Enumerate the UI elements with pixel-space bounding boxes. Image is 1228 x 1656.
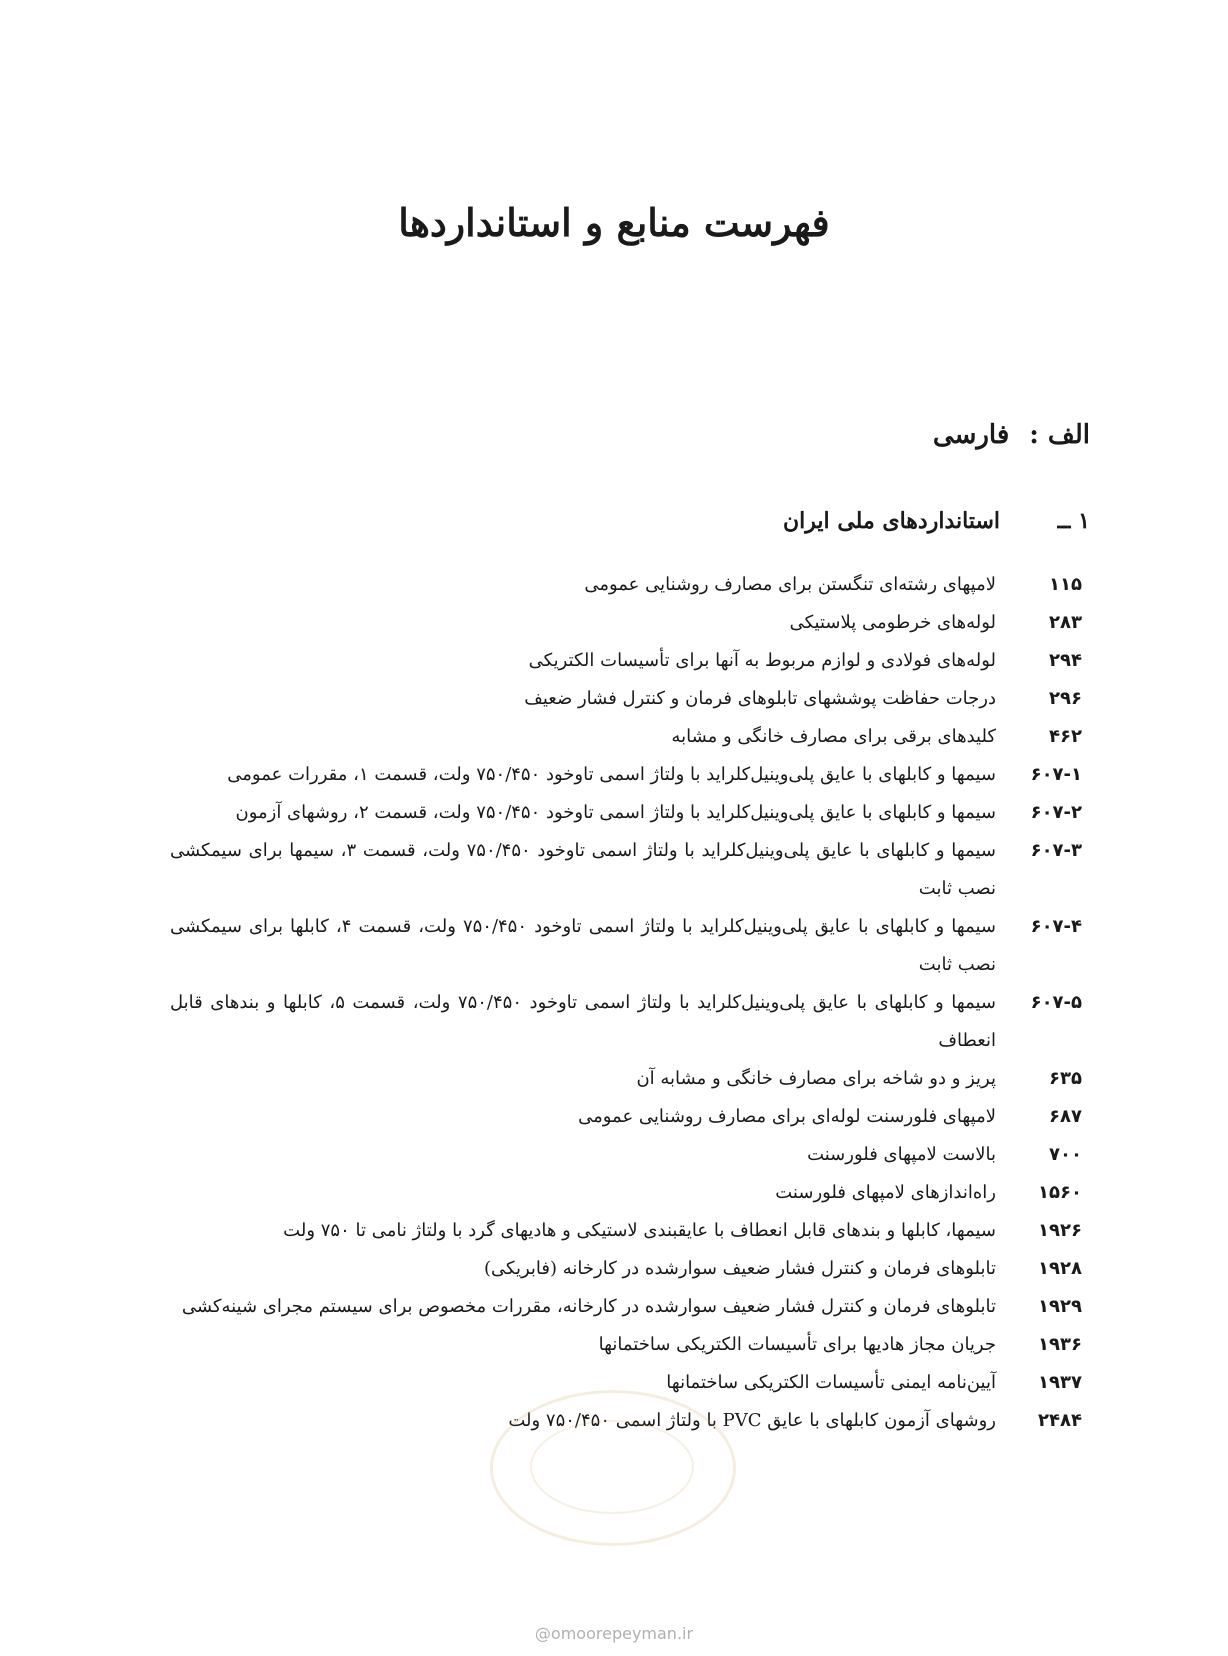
footer-url: @omoorepeyman.ir	[534, 1624, 694, 1643]
list-item	[170, 1060, 1090, 1098]
standard-title: جریان مجاز هادیها برای تأسیسات الکتریکی ساختمانها	[598, 1334, 996, 1355]
section-label: فارسی	[932, 420, 1010, 450]
standard-title: لامپهای رشته‌ای تنگستن برای مصارف روشنایی عمومی	[584, 574, 996, 595]
standard-title: بالاست لامپهای فلورسنت	[807, 1144, 996, 1165]
standard-number: ۶۰۷-۵	[1030, 992, 1082, 1013]
list-item	[170, 1212, 1090, 1250]
standard-title: سیمها و کابلهای با عایق پلی‌وینیل‌کلراید با ولتاژ اسمی تاوخود ۷۵۰/۴۵۰ ولت، قسمت ۴، کابلها برای سیمکشی نصب ثابت	[170, 916, 996, 975]
standard-number: ۲۴۸۴	[1038, 1410, 1082, 1431]
standard-number: ۶۸۷	[1049, 1106, 1082, 1127]
standard-number: ۶۰۷-۴	[1030, 916, 1082, 937]
standard-number: ۱۹۲۶	[1038, 1220, 1082, 1241]
list-item	[170, 1288, 1090, 1326]
list-item	[170, 1136, 1090, 1174]
standard-title: لوله‌های فولادی و لوازم مربوط به آنها برای تأسیسات الکتریکی	[528, 650, 996, 671]
standard-title: روشهای آزمون کابلهای با عایق PVC با ولتاژ اسمی ۷۵۰/۴۵۰ ولت	[508, 1410, 996, 1431]
standard-number: ۶۳۵	[1049, 1068, 1082, 1089]
standard-number: ۲۹۴	[1049, 650, 1082, 671]
subsection-number: ۱ ــ	[1057, 508, 1090, 534]
watermark-seal-inner	[530, 1420, 694, 1514]
list-item	[170, 718, 1090, 756]
standard-title: سیمها و کابلهای با عایق پلی‌وینیل‌کلراید با ولتاژ اسمی تاوخود ۷۵۰/۴۵۰ ولت، قسمت ۱، مقررات عمومی	[227, 764, 996, 785]
standard-title: تابلوهای فرمان و کنترل فشار ضعیف سوارشده در کارخانه (فابریکی)	[484, 1258, 996, 1279]
standard-number: ۷۰۰	[1049, 1144, 1082, 1165]
list-item	[170, 908, 1090, 984]
standard-title: سیمها و کابلهای با عایق پلی‌وینیل‌کلراید با ولتاژ اسمی تاوخود ۷۵۰/۴۵۰ ولت، قسمت ۳، سیمها برای سیمکشی نصب ثابت	[170, 840, 996, 899]
standard-number: ۱۹۲۹	[1038, 1296, 1082, 1317]
section-marker: الف :	[1029, 420, 1090, 450]
list-item	[170, 642, 1090, 680]
standard-number: ۱۵۶۰	[1038, 1182, 1082, 1203]
standard-title: کلیدهای برقی برای مصارف خانگی و مشابه	[671, 726, 996, 747]
standard-number: ۴۶۲	[1049, 726, 1082, 747]
standard-title: آیین‌نامه ایمنی تأسیسات الکتریکی ساختمانها	[666, 1372, 996, 1393]
standard-title: درجات حفاظت پوششهای تابلوهای فرمان و کنترل فشار ضعیف	[524, 688, 996, 709]
list-item	[170, 1098, 1090, 1136]
standard-number: ۲۸۳	[1049, 612, 1082, 633]
standard-number: ۱۹۳۷	[1038, 1372, 1082, 1393]
standards-list	[170, 566, 1090, 1440]
standard-number: ۱۹۲۸	[1038, 1258, 1082, 1279]
standard-title: راه‌اندازهای لامپهای فلورسنت	[775, 1182, 996, 1203]
list-item	[170, 1174, 1090, 1212]
standard-title: سیمها و کابلهای با عایق پلی‌وینیل‌کلراید با ولتاژ اسمی تاوخود ۷۵۰/۴۵۰ ولت، قسمت ۲، روشهای آزمون	[235, 802, 996, 823]
list-item	[170, 794, 1090, 832]
list-item	[170, 566, 1090, 604]
list-item	[170, 1250, 1090, 1288]
standard-title: لامپهای فلورسنت لوله‌ای برای مصارف روشنایی عمومی	[578, 1106, 996, 1127]
subsection-heading	[783, 508, 1090, 534]
list-item	[170, 1326, 1090, 1364]
standard-number: ۶۰۷-۱	[1030, 764, 1082, 785]
standard-title: پریز و دو شاخه برای مصارف خانگی و مشابه آن	[636, 1068, 996, 1089]
standard-title: سیمها، کابلها و بندهای قابل انعطاف با عایقبندی لاستیکی و هادیهای گرد با ولتاژ نامی تا ۷۵۰ ولت	[283, 1220, 996, 1241]
list-item	[170, 604, 1090, 642]
standard-number: ۱۹۳۶	[1038, 1334, 1082, 1355]
standard-number: ۶۰۷-۳	[1030, 840, 1082, 861]
section-heading	[933, 420, 1090, 450]
list-item	[170, 756, 1090, 794]
list-item	[170, 680, 1090, 718]
standard-number: ۶۰۷-۲	[1030, 802, 1082, 823]
standard-title: تابلوهای فرمان و کنترل فشار ضعیف سوارشده در کارخانه، مقررات مخصوص برای سیستم مجرای شینه‌کشی	[181, 1296, 996, 1317]
list-item	[170, 832, 1090, 908]
standard-title: لوله‌های خرطومی پلاستیکی	[789, 612, 996, 633]
standard-number: ۲۹۶	[1049, 688, 1082, 709]
subsection-label: استانداردهای ملی ایران	[783, 508, 1000, 534]
standard-title: سیمها و کابلهای با عایق پلی‌وینیل‌کلراید با ولتاژ اسمی تاوخود ۷۵۰/۴۵۰ ولت، قسمت ۵، کابلها و بندهای قابل انعطاف	[170, 992, 996, 1051]
standard-number: ۱۱۵	[1049, 574, 1082, 595]
page-title: فهرست منابع و استانداردها	[398, 200, 830, 245]
list-item	[170, 984, 1090, 1060]
